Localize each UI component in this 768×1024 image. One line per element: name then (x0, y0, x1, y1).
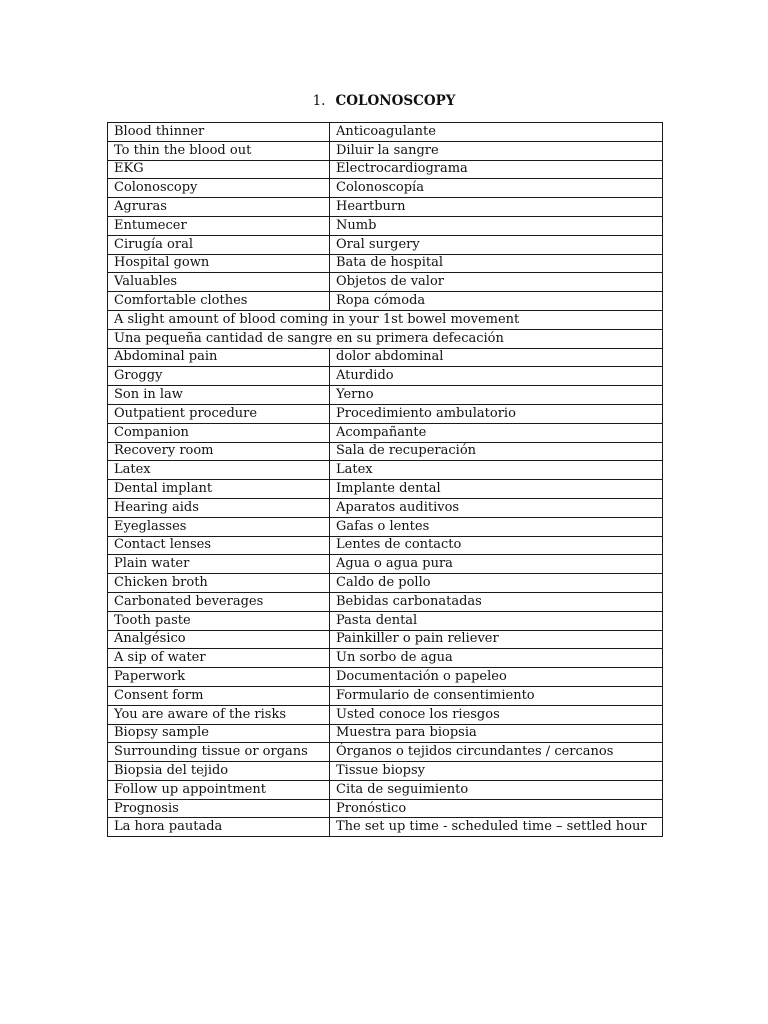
term-cell: Abdominal pain (108, 348, 330, 367)
translation-cell: Implante dental (330, 480, 663, 499)
table-row (108, 743, 663, 762)
table-row (108, 649, 663, 668)
table-row (108, 555, 663, 574)
term-cell: Outpatient procedure (108, 404, 330, 423)
term-cell: Hospital gown (108, 254, 330, 273)
title-number: 1. (312, 93, 326, 109)
term-cell: Carbonated beverages (108, 592, 330, 611)
translation-cell: Electrocardiograma (330, 160, 663, 179)
translation-cell: Muestra para biopsia (330, 724, 663, 743)
term-cell: Biopsia del tejido (108, 762, 330, 781)
translation-cell: Lentes de contacto (330, 536, 663, 555)
term-cell: Contact lenses (108, 536, 330, 555)
table-row (108, 348, 663, 367)
page-title (0, 92, 768, 110)
term-cell: Follow up appointment (108, 780, 330, 799)
term-cell: Cirugía oral (108, 235, 330, 254)
table-row (108, 592, 663, 611)
table-row (108, 367, 663, 386)
table-row (108, 123, 663, 142)
table-row (108, 780, 663, 799)
table-row (108, 273, 663, 292)
translation-cell: Pronóstico (330, 799, 663, 818)
translation-cell: The set up time - scheduled time – settled hour (330, 818, 663, 837)
table-row (108, 705, 663, 724)
term-cell: Eyeglasses (108, 517, 330, 536)
table-row (108, 762, 663, 781)
term-cell: Entumecer (108, 216, 330, 235)
glossary-body (108, 123, 663, 837)
table-row (108, 160, 663, 179)
translation-cell: Aparatos auditivos (330, 498, 663, 517)
table-row (108, 517, 663, 536)
table-row (108, 574, 663, 593)
table-row (108, 404, 663, 423)
table-row (108, 611, 663, 630)
title-text: COLONOSCOPY (335, 93, 456, 109)
translation-cell: Numb (330, 216, 663, 235)
table-row (108, 216, 663, 235)
table-row (108, 442, 663, 461)
translation-cell: Órganos o tejidos circundantes / cercanos (330, 743, 663, 762)
table-row (108, 254, 663, 273)
term-cell: Comfortable clothes (108, 292, 330, 311)
term-cell: You are aware of the risks (108, 705, 330, 724)
translation-cell: Heartburn (330, 198, 663, 217)
translation-cell: Un sorbo de agua (330, 649, 663, 668)
translation-cell: Bata de hospital (330, 254, 663, 273)
table-row (108, 235, 663, 254)
term-cell: To thin the blood out (108, 141, 330, 160)
translation-cell: Cita de seguimiento (330, 780, 663, 799)
term-cell: Dental implant (108, 480, 330, 499)
table-row (108, 292, 663, 311)
table-row (108, 818, 663, 837)
translation-cell: Sala de recuperación (330, 442, 663, 461)
term-cell: Consent form (108, 686, 330, 705)
translation-cell: Documentación o papeleo (330, 668, 663, 687)
term-cell: Plain water (108, 555, 330, 574)
term-cell: Agruras (108, 198, 330, 217)
table-row (108, 179, 663, 198)
table-row (108, 386, 663, 405)
term-cell: Hearing aids (108, 498, 330, 517)
term-cell: Biopsy sample (108, 724, 330, 743)
table-row (108, 480, 663, 499)
table-row (108, 329, 663, 348)
term-cell: Groggy (108, 367, 330, 386)
translation-cell: Usted conoce los riesgos (330, 705, 663, 724)
table-row (108, 498, 663, 517)
translation-cell: Agua o agua pura (330, 555, 663, 574)
translation-cell: Procedimiento ambulatorio (330, 404, 663, 423)
term-cell: EKG (108, 160, 330, 179)
translation-cell: Caldo de pollo (330, 574, 663, 593)
translation-cell: Objetos de valor (330, 273, 663, 292)
table-row (108, 141, 663, 160)
term-cell: Valuables (108, 273, 330, 292)
translation-cell: Formulario de consentimiento (330, 686, 663, 705)
translation-cell: Gafas o lentes (330, 517, 663, 536)
table-row (108, 724, 663, 743)
translation-cell: Painkiller o pain reliever (330, 630, 663, 649)
translation-cell: Acompañante (330, 423, 663, 442)
translation-cell: Diluir la sangre (330, 141, 663, 160)
full-width-phrase-cell: Una pequeña cantidad de sangre en su primera defecación (108, 329, 663, 348)
translation-cell: Anticoagulante (330, 123, 663, 142)
table-row (108, 423, 663, 442)
table-row (108, 799, 663, 818)
translation-cell: Pasta dental (330, 611, 663, 630)
glossary-table (107, 122, 663, 837)
term-cell: La hora pautada (108, 818, 330, 837)
table-row (108, 310, 663, 329)
table-row (108, 536, 663, 555)
term-cell: Companion (108, 423, 330, 442)
translation-cell: Yerno (330, 386, 663, 405)
term-cell: Prognosis (108, 799, 330, 818)
translation-cell: Aturdido (330, 367, 663, 386)
table-row (108, 461, 663, 480)
table-row (108, 198, 663, 217)
term-cell: Chicken broth (108, 574, 330, 593)
term-cell: Recovery room (108, 442, 330, 461)
translation-cell: Bebidas carbonatadas (330, 592, 663, 611)
translation-cell: Colonoscopía (330, 179, 663, 198)
translation-cell: Latex (330, 461, 663, 480)
translation-cell: dolor abdominal (330, 348, 663, 367)
translation-cell: Ropa cómoda (330, 292, 663, 311)
term-cell: Surrounding tissue or organs (108, 743, 330, 762)
term-cell: Paperwork (108, 668, 330, 687)
term-cell: Colonoscopy (108, 179, 330, 198)
term-cell: Latex (108, 461, 330, 480)
term-cell: Blood thinner (108, 123, 330, 142)
term-cell: Son in law (108, 386, 330, 405)
term-cell: Tooth paste (108, 611, 330, 630)
table-row (108, 630, 663, 649)
full-width-phrase-cell: A slight amount of blood coming in your 1st bowel movement (108, 310, 663, 329)
term-cell: A sip of water (108, 649, 330, 668)
translation-cell: Tissue biopsy (330, 762, 663, 781)
translation-cell: Oral surgery (330, 235, 663, 254)
table-row (108, 668, 663, 687)
table-row (108, 686, 663, 705)
term-cell: Analgésico (108, 630, 330, 649)
